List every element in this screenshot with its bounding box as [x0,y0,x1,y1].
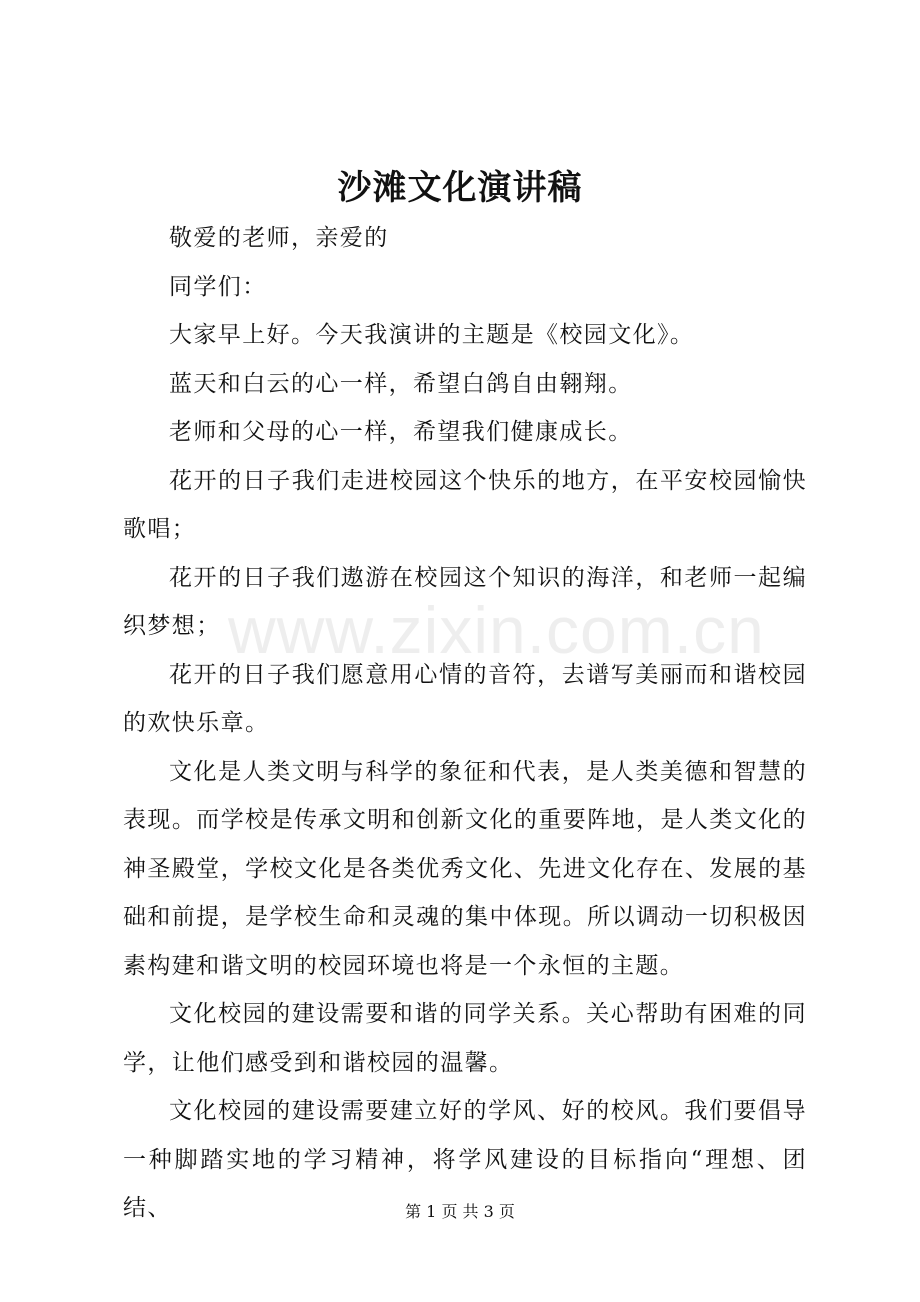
paragraph: 文化校园的建设需要和谐的同学关系。关心帮助有困难的同学，让他们感受到和谐校园的温馨。 [123,1001,807,1076]
paragraph: 老师和父母的心一样，希望我们健康成长。 [169,419,633,445]
paragraph: 文化是人类文明与科学的象征和代表，是人类美德和智慧的表现。而学校是传承文明和创新文化的重要阵地，是人类文化的神圣殿堂，学校文化是各类优秀文化、先进文化存在、发展的基础和前提，是学校生命和灵魂的集中体现。所以调动一切积极因素构建和谐文明的校园环境也将是一个永恒的主题。 [123,758,807,979]
watermark: www.zixin.com.cn [228,593,765,667]
page-footer: 第 1 页 共 3 页 [405,1202,515,1221]
paragraph: 文化校园的建设需要建立好的学风、好的校风。我们要倡导一种脚踏实地的学习精神，将学风建设的目标指向“理想、团结、 [123,1098,807,1221]
paragraph: 大家早上好。今天我演讲的主题是《校园文化》。 [169,322,695,348]
paragraph: 敬爱的老师，亲爱的 [169,225,389,251]
paragraph: 花开的日子我们走进校园这个快乐的地方，在平安校园愉快歌唱； [123,467,807,542]
paragraph: 花开的日子我们愿意用心情的音符，去谱写美丽而和谐校园的欢快乐章。 [123,661,807,736]
paragraph: 同学们： [169,273,267,300]
document-body [123,214,807,1233]
paragraph: 蓝天和白云的心一样，希望白鸽自由翱翔。 [169,370,633,397]
page-title: 沙滩文化演讲稿 [337,168,583,208]
paragraph: 花开的日子我们遨游在校园这个知识的海洋，和老师一起编织梦想； [123,564,807,639]
